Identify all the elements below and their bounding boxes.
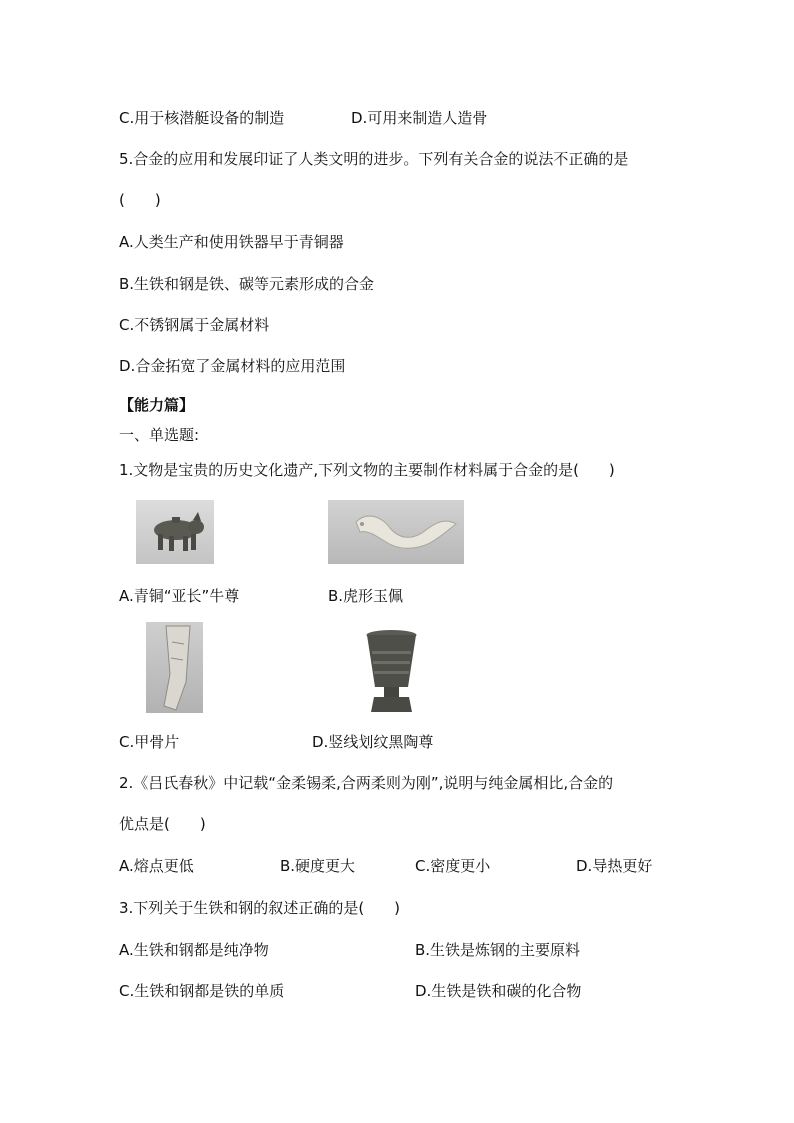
n3-option-a: A.生铁和钢都是纯净物 — [119, 941, 269, 959]
n2-stem-line2: 优点是( ) — [119, 815, 206, 833]
n3-option-b: B.生铁是炼钢的主要原料 — [415, 941, 581, 959]
n2-option-b: B.硬度更大 — [280, 857, 356, 875]
q5-answer-paren: ( ) — [119, 191, 161, 209]
q5-option-b: B.生铁和钢是铁、碳等元素形成的合金 — [119, 275, 375, 293]
n3-stem: 3.下列关于生铁和钢的叙述正确的是( ) — [119, 899, 401, 917]
n1-option-d: D.竖线划纹黑陶尊 — [312, 733, 434, 751]
n2-option-c: C.密度更小 — [415, 857, 491, 875]
q5-option-c: C.不锈钢属于金属材料 — [119, 316, 270, 334]
q4-option-d: D.可用来制造人造骨 — [351, 109, 488, 127]
q5-option-d: D.合金拓宽了金属材料的应用范围 — [119, 357, 346, 375]
oracle-bone-image — [146, 622, 203, 713]
q4-option-c: C.用于核潜艇设备的制造 — [119, 109, 285, 127]
n1-stem: 1.文物是宝贵的历史文化遗产,下列文物的主要制作材料属于合金的是( ) — [119, 461, 615, 479]
n1-option-b: B.虎形玉佩 — [328, 587, 404, 605]
q5-option-a: A.人类生产和使用铁器早于青铜器 — [119, 233, 344, 251]
section-subheading: 一、单选题: — [119, 426, 200, 444]
n1-option-a: A.青铜“亚长”牛尊 — [119, 587, 240, 605]
q5-stem: 5.合金的应用和发展印证了人类文明的进步。下列有关合金的说法不正确的是 — [119, 150, 629, 168]
tiger-jade-pendant-image — [328, 500, 464, 564]
n2-stem-line1: 2.《吕氏春秋》中记载“金柔锡柔,合两柔则为刚”,说明与纯金属相比,合金的 — [119, 774, 614, 792]
black-pottery-zun-image — [364, 629, 419, 714]
n3-option-d: D.生铁是铁和碳的化合物 — [415, 982, 582, 1000]
n3-option-c: C.生铁和钢都是铁的单质 — [119, 982, 285, 1000]
section-heading: 【能力篇】 — [119, 396, 195, 414]
n1-option-c: C.甲骨片 — [119, 733, 180, 751]
n2-option-d: D.导热更好 — [576, 857, 653, 875]
bronze-ox-zun-image — [136, 500, 214, 564]
n2-option-a: A.熔点更低 — [119, 857, 194, 875]
